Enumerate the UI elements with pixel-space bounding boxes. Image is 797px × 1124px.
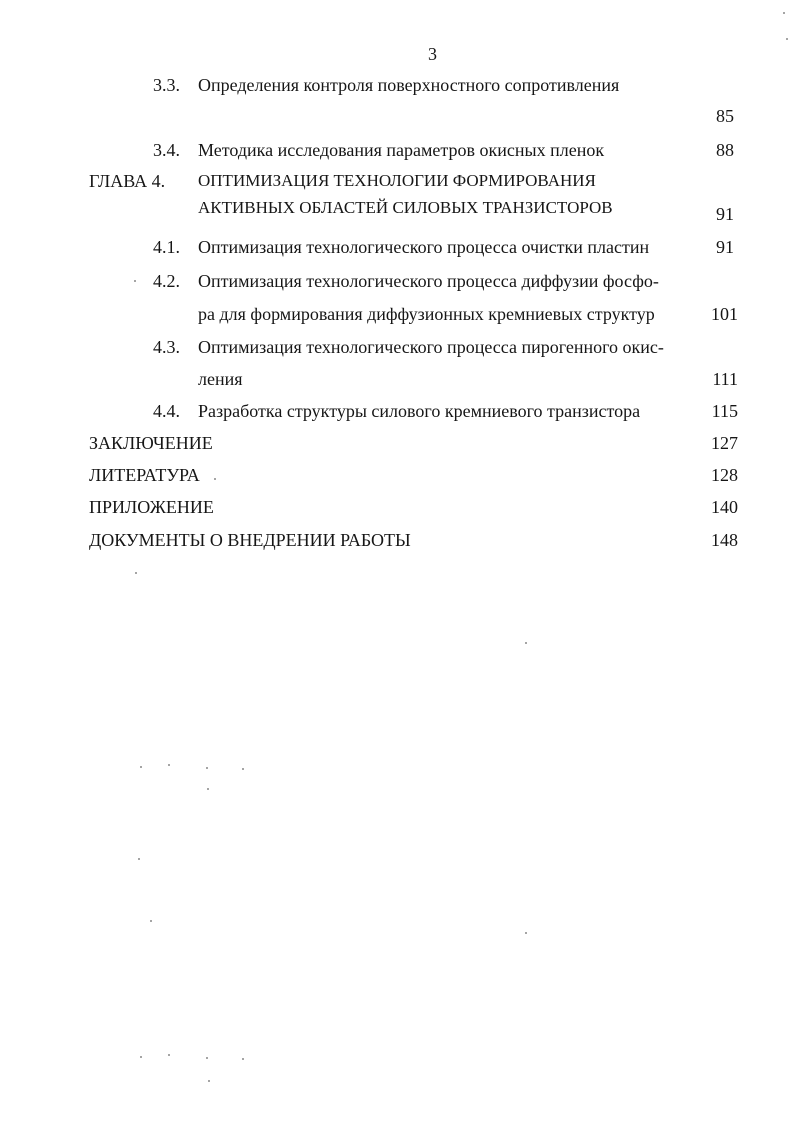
toc-entry-number: 3.3. [153,75,180,95]
toc-entry-title: Оптимизация технологического процесса очистки пластин [198,237,650,257]
toc-entry-title-line-1: Оптимизация технологического процесса пирогенного окис- [198,337,664,357]
scan-speck [138,858,140,860]
scan-speck [207,788,209,790]
chapter-title-line-2: АКТИВНЫХ ОБЛАСТЕЙ СИЛОВЫХ ТРАНЗИСТОРОВ [198,198,613,217]
toc-entry-page: 115 [711,401,738,421]
toc-entry-page: 148 [711,530,738,550]
scan-speck [135,572,137,574]
toc-entry-page: 127 [711,433,738,453]
chapter-title-line-1: ОПТИМИЗАЦИЯ ТЕХНОЛОГИИ ФОРМИРОВАНИЯ [198,171,596,190]
scan-speck [525,932,527,934]
scan-speck [206,767,208,769]
toc-entry-page: 101 [711,304,738,324]
toc-entry-title: Разработка структуры силового кремниевого транзистора [198,401,641,421]
toc-entry-page: 88 [716,140,734,160]
scan-speck [150,920,152,922]
toc-entry-number: 3.4. [153,140,180,160]
toc-entry-page: 85 [716,106,734,126]
scan-speck [214,478,216,480]
toc-entry-title: ЛИТЕРАТУРА [89,465,200,485]
scan-speck [168,764,170,766]
toc-entry-title: Методика исследования параметров окисных пленок [198,140,605,160]
toc-entry-number: 4.3. [153,337,180,357]
scan-speck [206,1057,208,1059]
scan-speck [168,1054,170,1056]
toc-entry-title: ЗАКЛЮЧЕНИЕ [89,433,213,453]
toc-entry-title-line-1: Оптимизация технологического процесса диффузии фосфо- [198,271,659,291]
toc-entry-page: 140 [711,497,738,517]
toc-entry-page: 128 [711,465,738,485]
toc-entry-page: 111 [712,369,738,389]
toc-entry-page: 91 [716,204,734,224]
scan-speck [134,280,136,282]
scan-speck [140,1056,142,1058]
toc-entry-title: Определения контроля поверхностного сопротивления [198,75,620,95]
toc-entry-title: ПРИЛОЖЕНИЕ [89,497,214,517]
scan-speck [242,768,244,770]
toc-entry-title-line-2: ра для формирования диффузионных кремниевых структур [198,304,655,324]
scan-speck [242,1058,244,1060]
toc-entry-number: 4.4. [153,401,180,421]
scan-speck [783,12,785,14]
scan-speck [208,1080,210,1082]
toc-entry-page: 91 [716,237,734,257]
toc-entry-title-line-2: ления [198,369,243,389]
page-number: 3 [428,44,437,64]
scan-speck [786,38,788,40]
scan-speck [525,642,527,644]
toc-entry-number: 4.1. [153,237,180,257]
toc-entry-title: ДОКУМЕНТЫ О ВНЕДРЕНИИ РАБОТЫ [89,530,411,550]
chapter-label: ГЛАВА 4. [89,171,166,191]
scan-speck [140,766,142,768]
toc-entry-number: 4.2. [153,271,180,291]
